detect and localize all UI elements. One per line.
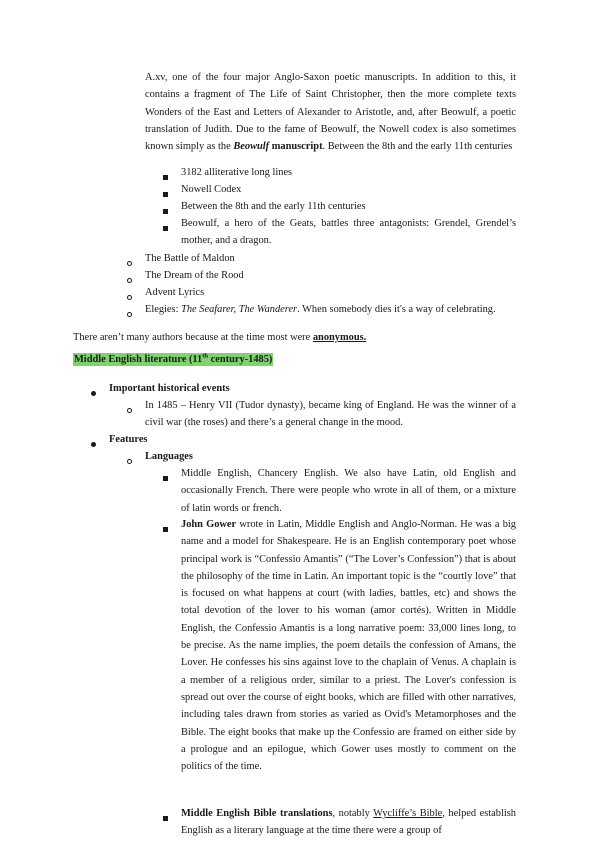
- features-heading-text: Features: [109, 434, 148, 445]
- square-bullet-icon: [163, 816, 168, 821]
- disc-bullet-icon: [91, 391, 96, 396]
- square-bullet-icon: [163, 226, 168, 231]
- circle-bullet-icon: [127, 261, 132, 266]
- circle-bullet-icon: [127, 278, 132, 283]
- bible-text-1: , notably: [332, 808, 374, 819]
- authors-note-text: There aren’t many authors because at the time most were: [73, 332, 313, 343]
- bible-item: [181, 805, 516, 840]
- beowulf-italic: Beowulf: [233, 141, 270, 153]
- features-heading: [109, 431, 147, 448]
- square-bullet-icon: [163, 175, 168, 180]
- wycliffe-link[interactable]: Wycliffe’s Bible: [373, 808, 443, 819]
- beowulf-bullet-2: Nowell Codex: [181, 184, 242, 195]
- square-bullet-icon: [163, 209, 168, 214]
- authors-note: [73, 329, 366, 346]
- beowulf-paragraph: [145, 69, 516, 155]
- disc-bullet-icon: [91, 442, 96, 447]
- section-highlight: [73, 353, 273, 366]
- circle-bullet-icon: [127, 408, 132, 413]
- beowulf-bullet-1: 3182 alliterative long lines: [181, 167, 293, 178]
- section-title-sup: th: [202, 352, 209, 360]
- section-heading: [73, 351, 273, 368]
- bible-bold: Middle English Bible translations: [181, 808, 333, 819]
- circle-bullet-icon: [127, 459, 132, 464]
- historical-heading-text: Important historical events: [109, 383, 230, 394]
- beowulf-text: A.xv, one of the four major Anglo-Saxon poetic manuscripts. In addition to this, it contains a fragment of The Life of Saint Christopher, then the more complete texts Wonders of the East and Letters of Alexander to Aristotle, and, after Beowulf, a poetic translation of Judith. Due to the fame of Beowulf, the Nowell codex is also sometimes known simply as the: [145, 72, 516, 153]
- manuscript-bold: manuscript: [271, 141, 323, 153]
- gower-name: John Gower: [181, 519, 237, 530]
- elegies-prefix: Elegies:: [145, 304, 182, 315]
- bible-text-3: there were a group of: [352, 825, 442, 837]
- anonymous-emphasis: anonymous.: [312, 332, 367, 343]
- elegies-suffix: . When somebody dies it's a way of celebrating.: [297, 304, 496, 315]
- work-maldon: The Battle of Maldon: [145, 253, 235, 264]
- circle-bullet-icon: [127, 295, 132, 300]
- historical-item: In 1485 – Henry VII (Tudor dynasty), became king of England. He was the winner of a civil war (the roses) and there’s a general change in the mood.: [145, 400, 516, 429]
- work-elegies: [145, 301, 496, 318]
- section-title-a: Middle English literature (11: [74, 354, 203, 365]
- beowulf-after: . Between the 8th and the early 11th centuries: [322, 141, 513, 153]
- work-advent: Advent Lyrics: [145, 287, 205, 298]
- work-rood: The Dream of the Rood: [145, 270, 244, 281]
- square-bullet-icon: [163, 527, 168, 532]
- beowulf-bullet-4: Beowulf, a hero of the Geats, battles three antagonists: Grendel, Grendel’s mother, and a dragon.: [181, 218, 516, 247]
- section-title-b: century-1485): [208, 354, 273, 365]
- square-bullet-icon: [163, 192, 168, 197]
- gower-item: [181, 516, 516, 775]
- bible-text-2: , helped establish English as a literary language at the time: [181, 808, 516, 837]
- gower-text: wrote in Latin, Middle English and Anglo-Norman. He was a big name and a model for Shakespeare. He is an English contemporary poet whose principal work is “Confessio Amantis” (“The Lover’s Confession”) that is about the philosophy of the time in Latin. An important topic is the “courtly love” that is focused on what happens at court (with ladies, battles, etc) and shows the total devotion of the lover to his woman (amor cortés). Written in Middle English, the Confessio Amantis is a long narrative poem: 33,000 lines long, to be precise. As the name implies, the poem details the confession of Amans, the Lover. He confesses his sins against love to the chaplain of Venus. A chaplain is a member of a religious order, similar to a priest. The Lover's confession is spread out over the course of eight books, which are filled with other narratives, including tales drawn from stories as varied as Ovid's Metamorphoses and the Bible. The eight books that make up the Confessio are framed on either side by a prologue and an epilogue, which Gower uses mostly to comment on the politics of the time.: [181, 519, 516, 773]
- languages-item: Middle English, Chancery English. We also have Latin, old English and occasionally French. There were people who wrote in all of them, or a mixture of latin words or french.: [181, 468, 516, 514]
- languages-heading-text: Languages: [145, 451, 193, 462]
- square-bullet-icon: [163, 476, 168, 481]
- circle-bullet-icon: [127, 312, 132, 317]
- elegies-titles: The Seafarer, The Wanderer: [181, 304, 298, 315]
- beowulf-bullet-3: Between the 8th and the early 11th centuries: [181, 201, 366, 212]
- languages-heading: [145, 448, 193, 465]
- historical-heading: [109, 380, 230, 397]
